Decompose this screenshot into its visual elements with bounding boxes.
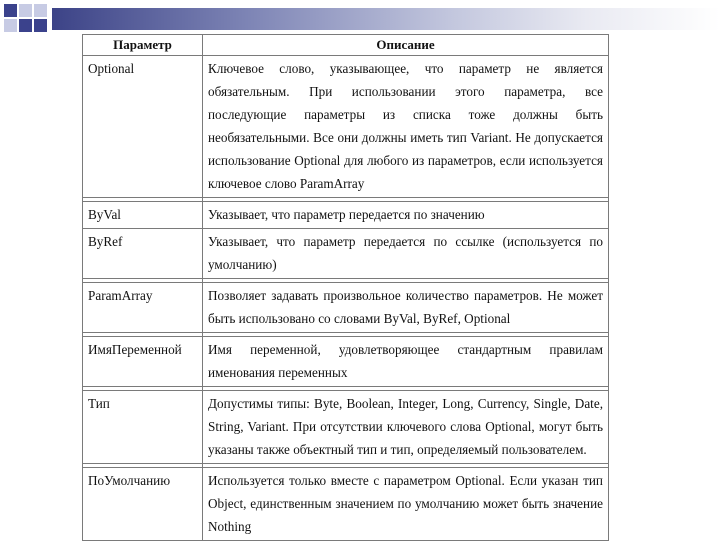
decorative-header-bar [0,0,720,38]
param-description: Указывает, что параметр передается по ссылке (используется по умолчанию) [203,229,609,279]
table-row [83,468,609,541]
param-name: ParamArray [83,283,203,333]
decor-square [34,4,47,17]
param-description: Позволяет задавать произвольное количество параметров. Не может быть использовано со словами ByVal, ByRef, Optional [203,283,609,333]
header-desc: Описание [203,35,609,56]
parameters-table [82,34,609,541]
param-description: Ключевое слово, указывающее, что параметр не является обязательным. При использовании этого параметра, все последующие параметры из списка тоже должны быть необязательными. Все они должны иметь тип Variant. Не допускается использование Optional для любого из параметров, если используется ключевое слово ParamArray [203,56,609,198]
param-name: ПоУмолчанию [83,468,203,541]
decor-square [4,19,17,32]
param-description: Указывает, что параметр передается по значению [203,202,609,229]
decor-square [19,4,32,17]
table-row [83,229,609,279]
decor-square [4,4,17,17]
table-row [83,283,609,333]
table-row [83,202,609,229]
param-description: Имя переменной, удовлетворяющее стандартным правилам именования переменных [203,337,609,387]
decor-square [34,19,47,32]
param-description: Используется только вместе с параметром Optional. Если указан тип Object, единственным значением по умолчанию может быть значение Nothing [203,468,609,541]
decor-square [19,19,32,32]
param-name: ByVal [83,202,203,229]
param-name: ИмяПеременной [83,337,203,387]
param-name: Тип [83,391,203,464]
table-row [83,56,609,198]
table-row [83,391,609,464]
param-description: Допустимы типы: Byte, Boolean, Integer, Long, Currency, Single, Date, String, Variant. При отсутствии ключевого слова Optional, могут быть указаны также объектный тип и тип, определяемый пользователем. [203,391,609,464]
param-name: ByRef [83,229,203,279]
header-gradient [52,8,720,30]
param-name: Optional [83,56,203,198]
header-param: Параметр [83,35,203,56]
table-header-row [83,35,609,56]
table-row [83,337,609,387]
